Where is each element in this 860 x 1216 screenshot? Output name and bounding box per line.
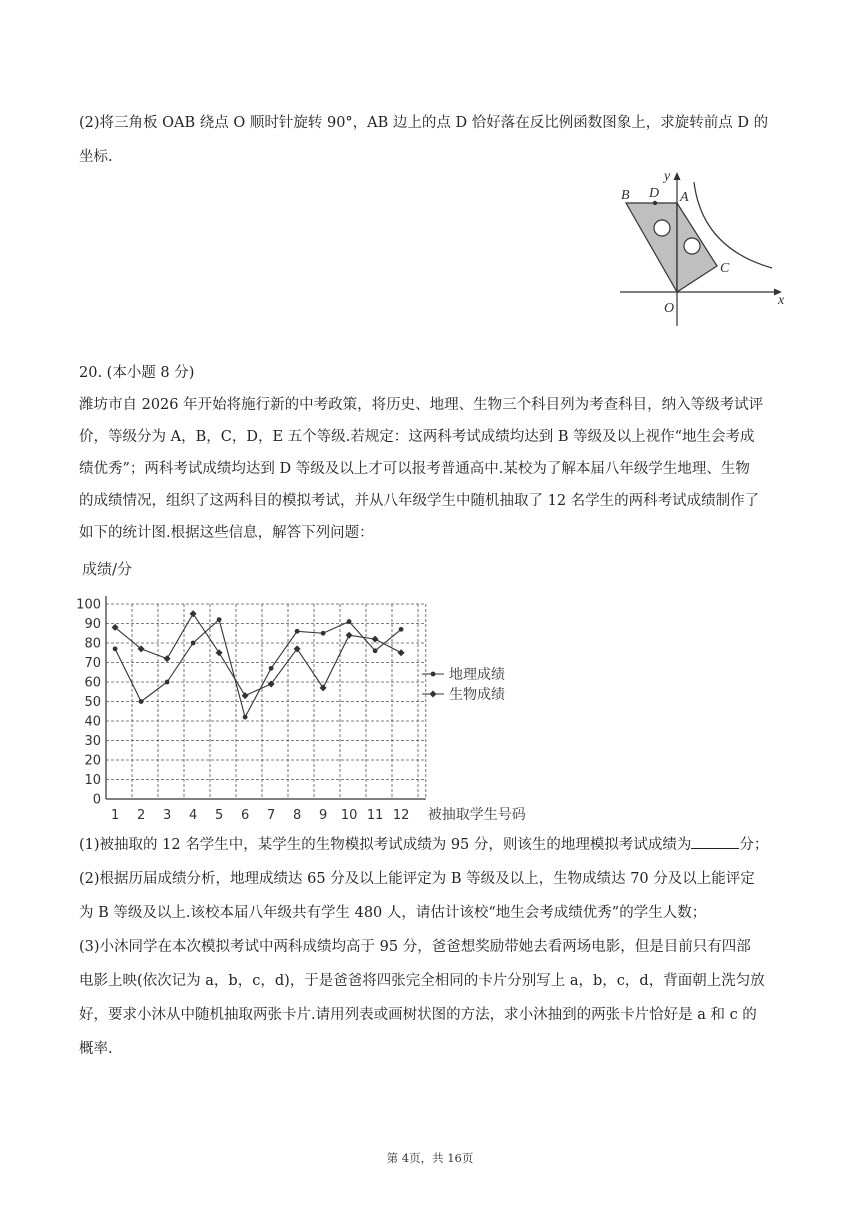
data-point-diamond bbox=[216, 649, 223, 656]
label-b: B bbox=[621, 188, 630, 203]
q19-part2-line1: (2)将三角板 OAB 绕点 O 顺时针旋转 90°，AB 边上的点 D 恰好落在反比例函数图象上，求旋转前点 D 的 bbox=[79, 115, 769, 131]
data-point-dot bbox=[399, 627, 404, 632]
q20-intro-line2: 价，等级分为 A，B，C，D，E 五个等级.若规定：这两科考试成绩均达到 B 等级及以上视作“地生会考成 bbox=[79, 429, 755, 445]
y-tick-label: 50 bbox=[84, 695, 101, 710]
label-a: A bbox=[680, 190, 689, 205]
label-d: D bbox=[649, 186, 660, 201]
x-tick-label: 9 bbox=[318, 808, 328, 823]
y-axis-arrow bbox=[674, 172, 681, 180]
data-point-dot bbox=[165, 680, 170, 685]
q20-sub3-line4: 概率. bbox=[79, 1041, 113, 1057]
y-tick-label: 0 bbox=[92, 792, 101, 808]
y-tick-label: 100 bbox=[76, 597, 101, 613]
chart-series bbox=[112, 610, 405, 719]
data-point-diamond bbox=[320, 684, 327, 691]
data-point-dot bbox=[243, 715, 248, 720]
q20-intro-line4: 的成绩情况，组织了这两科目的模拟考试，并从八年级学生中随机抽取了 12 名学生的两科考试成绩制作了 bbox=[79, 493, 760, 509]
hole-circle-2 bbox=[684, 238, 700, 254]
data-point-dot bbox=[139, 699, 144, 704]
data-point-dot bbox=[217, 617, 222, 622]
data-point-dot bbox=[113, 646, 118, 651]
q20-intro-line1: 潍坊市自 2026 年开始将施行新的中考政策，将历史、地理、生物三个科目列为考查科目，纳入等级考试评 bbox=[79, 397, 764, 413]
q20-sub2-line1: (2)根据历届成绩分析，地理成绩达 65 分及以上能评定为 B 等级及以上，生物成绩达 70 分及以上能评定 bbox=[79, 871, 755, 887]
legend-marker-dot bbox=[431, 672, 436, 677]
q20-sub1-text: (1)被抽取的 12 名学生中，某学生的生物模拟考试成绩为 95 分，则该生的地理模拟考试成绩为 bbox=[79, 837, 692, 853]
x-tick-label: 4 bbox=[188, 808, 198, 823]
data-point-diamond bbox=[190, 610, 197, 617]
x-tick-label: 1 bbox=[110, 808, 120, 823]
y-tick-label: 10 bbox=[84, 773, 101, 788]
x-tick-label: 8 bbox=[292, 808, 302, 823]
x-tick-label: 5 bbox=[214, 808, 224, 823]
data-point-dot bbox=[321, 631, 326, 636]
data-point-diamond bbox=[346, 632, 353, 639]
data-point-diamond bbox=[398, 649, 405, 656]
q20-sub1 bbox=[79, 830, 779, 860]
x-tick-label: 10 bbox=[340, 808, 358, 823]
q20-sub2-line2: 为 B 等级及以上.该校本届八年级共有学生 480 人，请估计该校“地生会考成绩优秀”的学生人数； bbox=[79, 905, 707, 921]
data-point-diamond bbox=[164, 655, 171, 662]
chart-legend bbox=[422, 666, 505, 703]
legend-label: 生物成绩 bbox=[449, 687, 505, 703]
data-point-diamond bbox=[372, 636, 379, 643]
x-tick-label: 7 bbox=[266, 808, 276, 823]
x-tick-label: 2 bbox=[136, 808, 146, 823]
q20-sub1-unit: 分； bbox=[739, 837, 769, 853]
hole-circle-1 bbox=[654, 220, 670, 236]
label-c: C bbox=[720, 261, 730, 276]
legend-label: 地理成绩 bbox=[449, 667, 505, 683]
q20-heading: 20. (本小题 8 分) bbox=[79, 365, 195, 381]
legend-marker-diamond bbox=[430, 691, 437, 698]
q20-sub3-line1: (3)小沐同学在本次模拟考试中两科成绩均高于 95 分，爸爸想奖励带她去看两场电影，但是目前只有四部 bbox=[79, 939, 751, 955]
x-tick-label: 12 bbox=[392, 808, 410, 823]
triangle-figure bbox=[612, 168, 792, 328]
q20-intro-line5: 如下的统计图.根据这些信息，解答下列问题： bbox=[79, 525, 374, 541]
data-point-dot bbox=[269, 666, 274, 671]
point-d bbox=[653, 201, 657, 205]
data-point-diamond bbox=[242, 692, 249, 699]
data-point-dot bbox=[373, 648, 378, 653]
answer-blank bbox=[691, 834, 739, 849]
q20-intro-line3: 绩优秀”；两科考试成绩均达到 D 等级及以上才可以报考普通高中.某校为了解本届八年级学生地理、生物 bbox=[79, 461, 750, 477]
data-point-dot bbox=[347, 619, 352, 624]
label-x: x bbox=[778, 293, 785, 308]
y-tick-label: 70 bbox=[84, 656, 101, 671]
y-tick-label: 20 bbox=[84, 753, 101, 769]
y-axis-title: 成绩/分 bbox=[82, 560, 133, 578]
x-tick-label: 6 bbox=[240, 808, 250, 823]
label-y: y bbox=[664, 169, 671, 184]
chart-grid bbox=[106, 604, 426, 799]
score-line-chart bbox=[70, 554, 570, 829]
y-tick-label: 80 bbox=[84, 636, 101, 652]
q19-part2-line2: 坐标. bbox=[79, 149, 113, 165]
triangle-oab bbox=[626, 203, 677, 292]
y-tick-label: 40 bbox=[84, 714, 101, 730]
x-tick-label: 3 bbox=[162, 808, 172, 823]
page-footer: 第 4页，共 16页 bbox=[386, 1151, 474, 1165]
x-axis-title: 被抽取学生号码 bbox=[427, 807, 526, 823]
chart-axes bbox=[106, 596, 426, 799]
y-tick-label: 90 bbox=[84, 617, 101, 632]
label-o: O bbox=[664, 301, 675, 316]
q20-sub3-line2: 电影上映(依次记为 a，b，c，d)，于是爸爸将四张完全相同的卡片分别写上 a，b，c，d，背面朝上洗匀放 bbox=[79, 973, 765, 989]
q20-sub3-line3: 好，要求小沐从中随机抽取两张卡片.请用列表或画树状图的方法，求小沐抽到的两张卡片恰好是 a 和 c 的 bbox=[79, 1007, 757, 1023]
y-tick-label: 30 bbox=[84, 734, 101, 749]
y-tick-label: 60 bbox=[84, 675, 101, 691]
data-point-dot bbox=[295, 629, 300, 634]
data-point-dot bbox=[191, 641, 196, 646]
x-tick-label: 11 bbox=[366, 808, 384, 823]
